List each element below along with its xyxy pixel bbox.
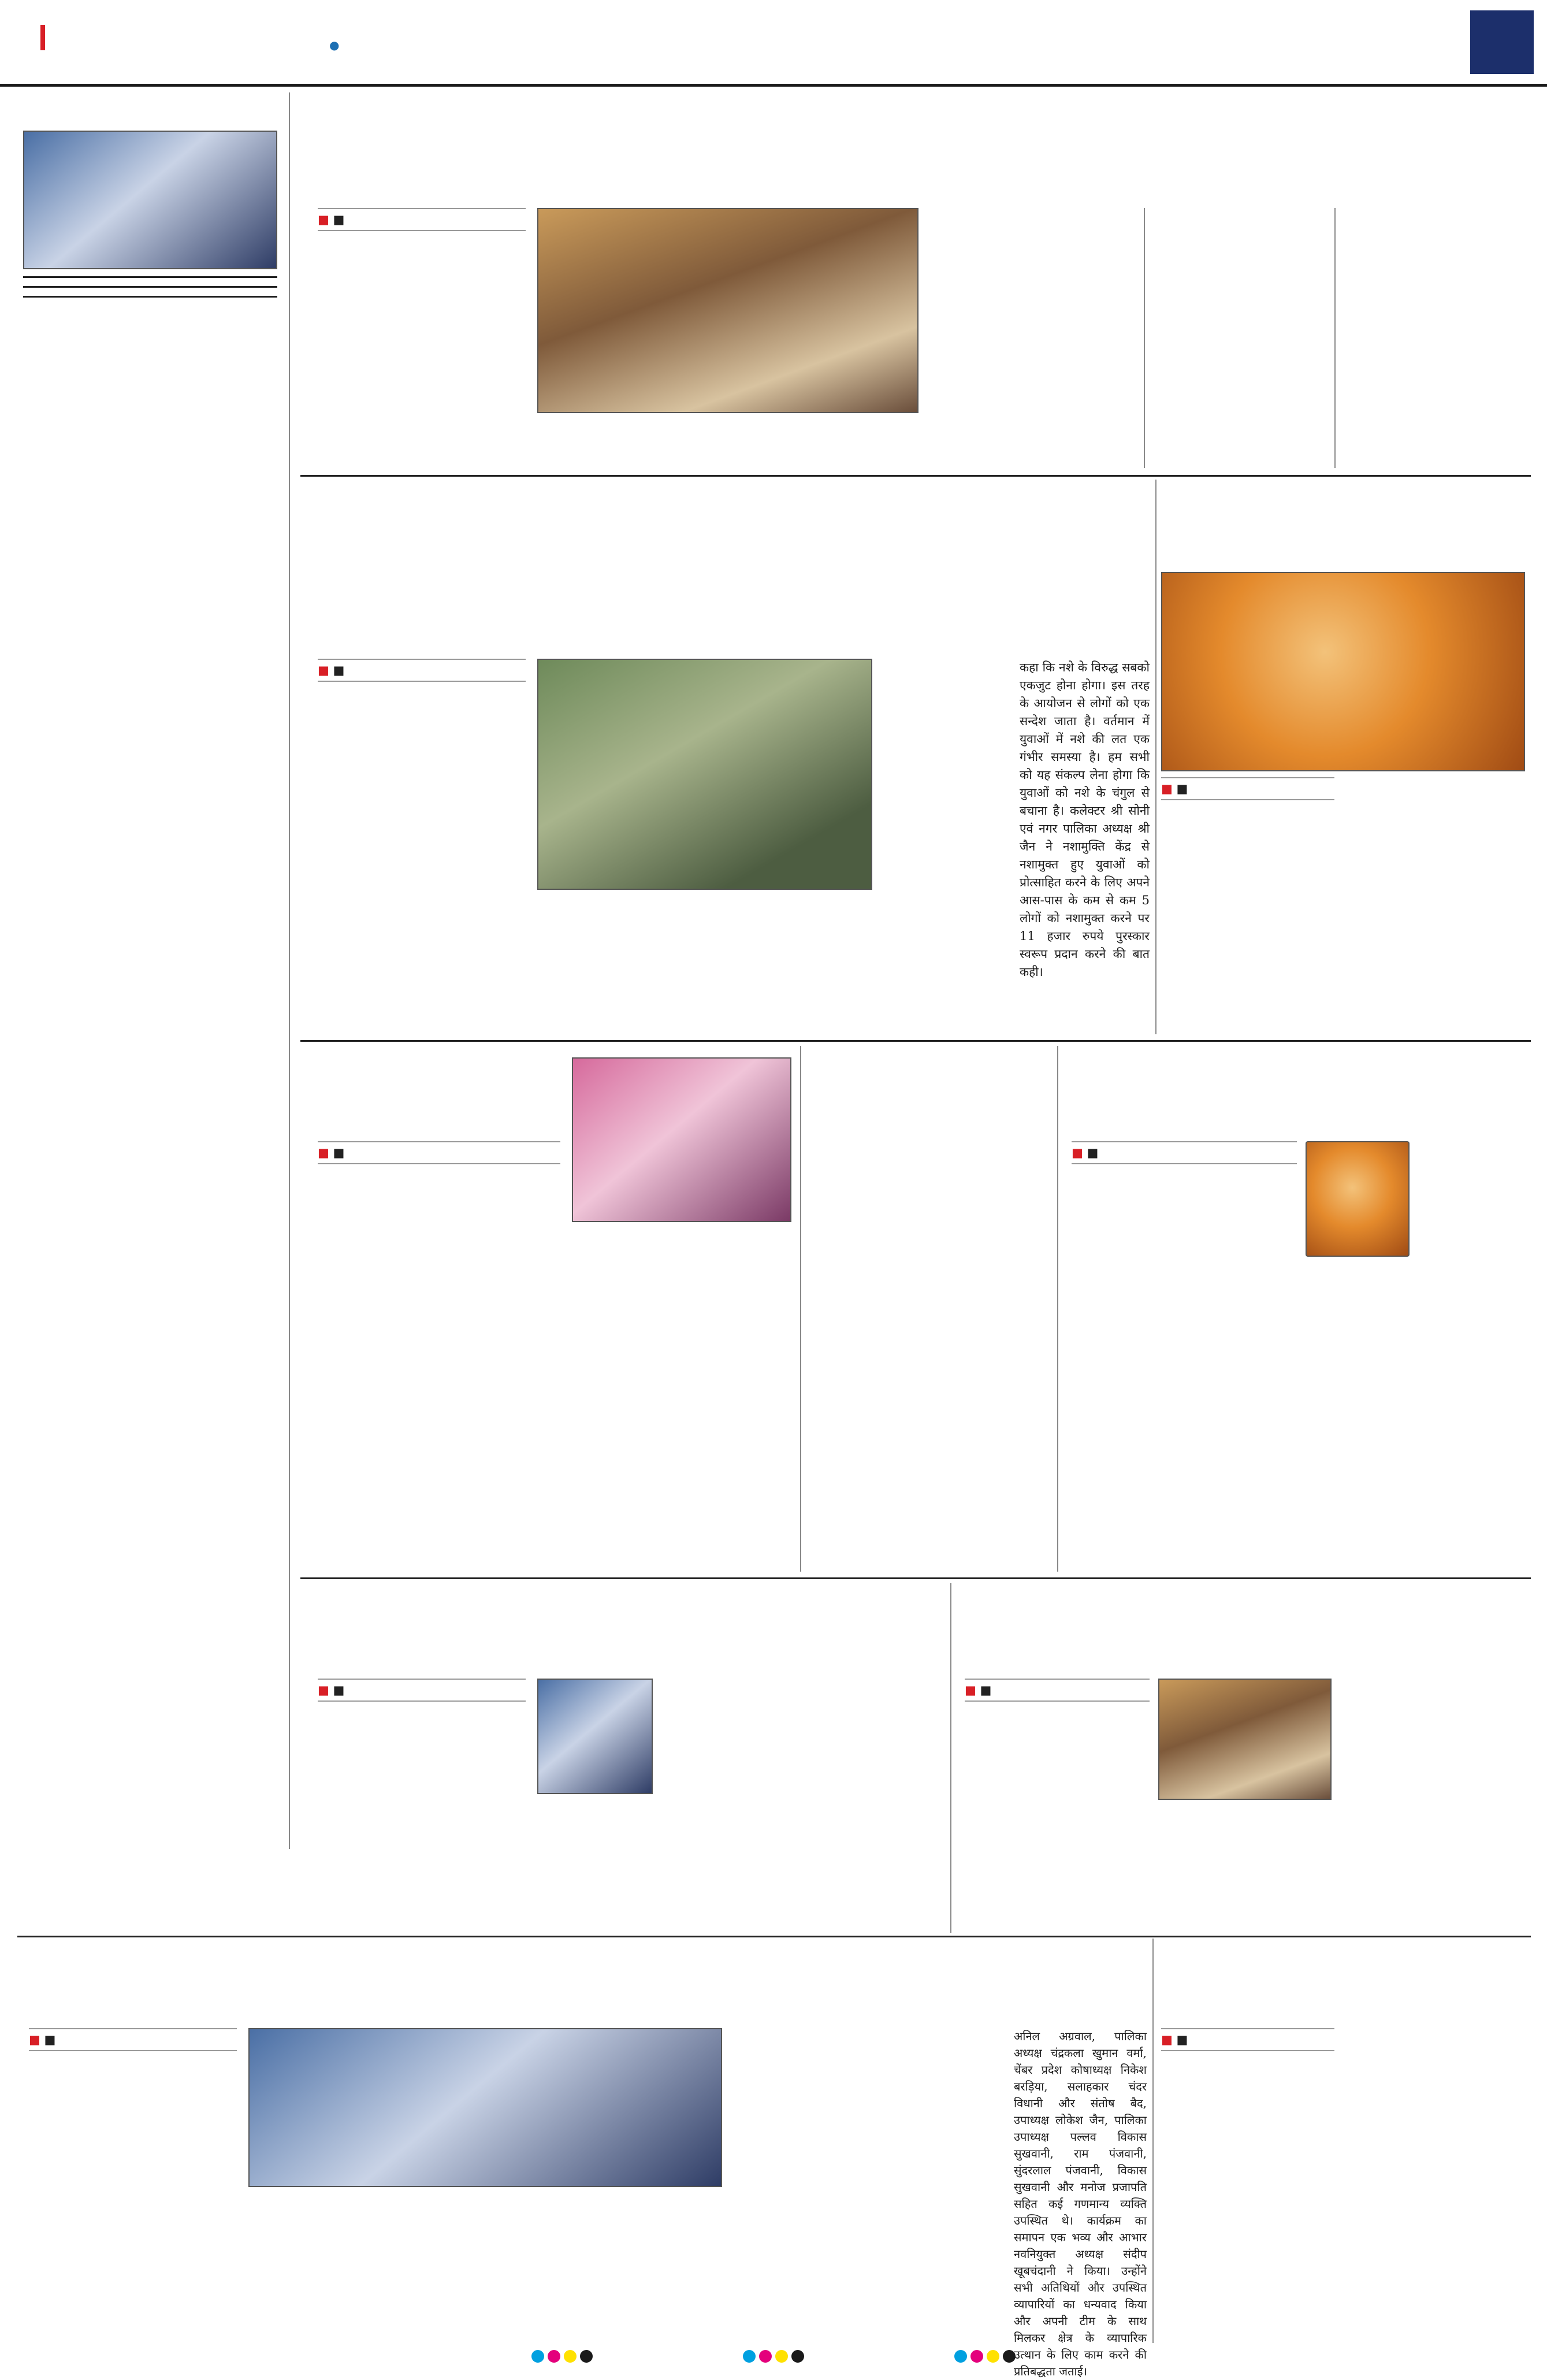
blood-col3: [786, 1679, 942, 1930]
byline: ■ ■: [29, 2028, 237, 2051]
byline: ■ ■: [1161, 2028, 1334, 2051]
masthead: [0, 0, 1547, 87]
magenta-mark: [970, 2350, 983, 2363]
byline: ■ ■: [318, 659, 526, 682]
cleanliness-col1: [1161, 777, 1334, 1034]
fraud-col1: [965, 1679, 1150, 1930]
yellow-mark: [987, 2350, 999, 2363]
cyan-mark: [531, 2350, 544, 2363]
chamber-col3: [734, 2028, 867, 2343]
guru-portrait-photo: [1306, 1141, 1410, 1257]
fraud-col3: [1340, 1679, 1525, 1930]
column-rule: [800, 1046, 801, 1572]
yellow-mark: [775, 2350, 788, 2363]
accused-police-photo: [1158, 1679, 1332, 1800]
hidden-spacer: [947, 2028, 948, 2029]
chamber-col1: [29, 2028, 237, 2343]
royalty-col1: [1161, 2028, 1334, 2343]
classroom-photo: [23, 131, 277, 269]
cyan-mark: [954, 2350, 967, 2363]
royalty-col2: [1346, 2028, 1525, 2343]
sidebox-text: [1343, 213, 1525, 444]
section-divider: [300, 1040, 1531, 1042]
brief-divider: [23, 286, 277, 288]
marathon-runners-photo: [537, 659, 872, 890]
byline: ■ ■: [318, 1679, 526, 1702]
byline: ■ ■: [318, 1141, 560, 1164]
blood-col1: [318, 1733, 526, 1930]
byline: ■ ■: [965, 1679, 1150, 1702]
article-text: [965, 1707, 1150, 1910]
katha-col2: [1306, 1263, 1525, 1572]
black-mark: [580, 2350, 593, 2363]
photo-caption: [537, 894, 872, 1033]
marathon-col3: [884, 659, 1014, 1034]
cleanliness-col2: [1346, 777, 1525, 1034]
cyan-mark: [743, 2350, 756, 2363]
website-link[interactable]: [329, 34, 344, 54]
seva-stage-photo: [572, 1057, 791, 1222]
marathon-col4: कहा कि नशे के विरुद्ध सबको एकजुट होना होगा। इस तरह के आयोजन से लोगों को एक सन्देश जाता है। वर्तमान में युवाओं में नशे की लत एक गंभीर समस्या है। हम सभी को यह संकल्प लेना होगा कि युवाओं को नशे के चंगुल से बचाना है। कलेक्टर श्री सोनी एवं नगर पालिका अध्यक्ष श्री जैन ने नशामुक्ति केंद्र से नशामुक्त हुए युवाओं को प्रोत्साहित करने के लिए अपने आस-पास के कम से कम 5 लोगों को नशामुक्त करने पर 11 हजार रुपये पुरस्कार स्वरूप प्रदान करने की बात कही।: [1020, 660, 1150, 979]
ramlila-col3: [930, 208, 1132, 468]
katha-col1: [1072, 1193, 1297, 1572]
page-number: [1470, 10, 1534, 74]
article-text: [1161, 806, 1334, 1014]
section-divider: [300, 475, 1531, 477]
column-rule: [1057, 1046, 1058, 1572]
article-text: [1161, 2057, 1334, 2320]
cmyk-dots: [531, 2350, 593, 2363]
cmyk-dots: [954, 2350, 1016, 2363]
print-registration-marks: [0, 2347, 1547, 2366]
chamber-col5: अनिल अग्रवाल, पालिका अध्यक्ष चंद्रकला खुमान वर्मा, चेंबर प्रदेश कोषाध्यक्ष निकेश बरड़िया, सलाहकार चंदर विधानी और संतोष बैद, उपाध्यक्ष लोकेश जैन, पालिका उपाध्यक्ष पल्लव विकास सुखवानी, राम पंजवानी, सुंदरलाल पंजवानी, विकास सुखवानी और मनोज प्रजापति सहित कई गणमान्य व्यक्ति उपस्थित थे। कार्यक्रम का समापन एक भव्य और आभार नवनियुक्त अध्यक्ष संदीप खूबचंदानी ने किया। उन्होंने सभी अतिथियों और उपस्थित व्यापारियों का धन्यवाद किया और अपनी टीम के साथ मिलकर क्षेत्र के व्यापारिक उत्थान के लिए काम करने की प्रतिबद्धता जताई।: [1014, 2029, 1147, 2378]
photo-caption: [1158, 1804, 1332, 1930]
blood-donor-photo: [537, 1679, 653, 1794]
byline: ■ ■: [1161, 777, 1334, 800]
cleanliness-photo: [1161, 572, 1525, 771]
logo-separator: [40, 25, 45, 50]
magenta-mark: [759, 2350, 772, 2363]
column-rule: [1155, 480, 1156, 1034]
ramlila-cast-photo: [537, 208, 918, 413]
brief-divider: [23, 296, 277, 298]
brief-photo-wrap: [23, 131, 277, 269]
article-text: [318, 688, 526, 1011]
article-text: [318, 237, 526, 445]
magenta-mark: [548, 2350, 560, 2363]
column-rule: [289, 92, 290, 1849]
ramlila-sidebox-literature: [1144, 208, 1329, 468]
article-text: [29, 2057, 237, 2320]
blood-col2-lower: [537, 1797, 653, 1930]
black-mark: [791, 2350, 804, 2363]
byline: ■ ■: [318, 208, 526, 231]
column-rule: [950, 1583, 951, 1933]
sidebox-text: [1152, 213, 1329, 444]
blood-col2: [659, 1679, 774, 1930]
teacher-arrest-text: [806, 1150, 1048, 1572]
byline: ■ ■: [1072, 1141, 1297, 1164]
photo-caption: [248, 2193, 479, 2343]
ramlila-col1: [318, 208, 526, 468]
column-rule: [1152, 1939, 1154, 2343]
ramlila-sidebox-language: [1334, 208, 1525, 468]
section-divider: [17, 1936, 1531, 1937]
seva-col1: [318, 1193, 560, 1572]
briefs-column: [23, 127, 277, 1861]
brief-divider: [23, 276, 277, 278]
photo-caption: [537, 417, 722, 469]
oath-ceremony-photo: [248, 2028, 722, 2187]
seva-col2: [572, 1228, 791, 1572]
yellow-mark: [564, 2350, 577, 2363]
section-divider: [300, 1577, 1531, 1579]
newspaper-logo[interactable]: [35, 17, 51, 54]
marathon-col1: [318, 659, 526, 1034]
chamber-col4: [872, 2028, 1005, 2343]
brief-item: [23, 131, 277, 269]
cmyk-dots: [743, 2350, 804, 2363]
photo-caption: [491, 2193, 722, 2343]
photo-caption: [734, 417, 918, 469]
